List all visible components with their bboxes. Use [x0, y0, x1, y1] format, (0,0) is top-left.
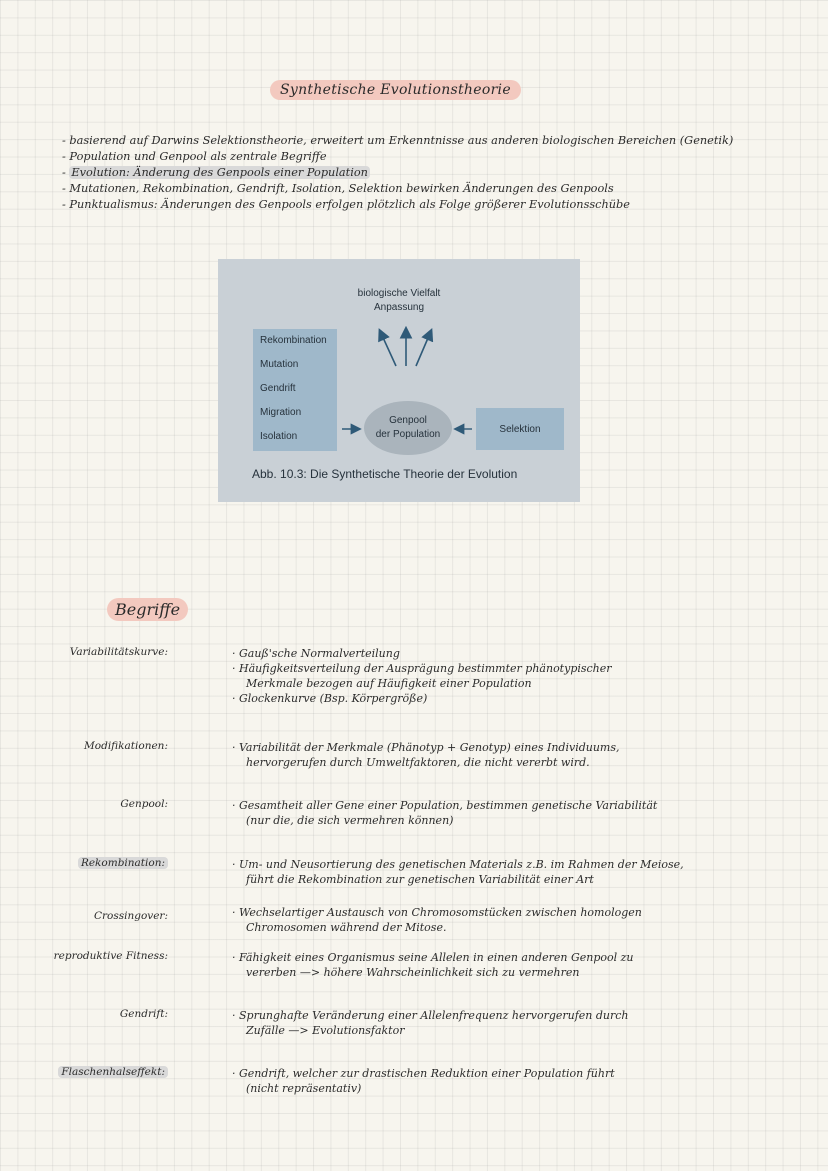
definition-line: hervorgerufen durch Umweltfaktoren, die nicht vererbt wird.: [246, 756, 590, 769]
factor-item: Isolation: [260, 431, 298, 442]
genpool-ellipse: [364, 401, 452, 455]
definition-line: vererben —> höhere Wahrscheinlichkeit sich zu vermehren: [246, 966, 580, 979]
term-definition: [232, 1066, 615, 1096]
factor-item: Migration: [260, 407, 302, 418]
term-label: [58, 1066, 168, 1078]
arrow-up-right: [416, 331, 431, 366]
definition-line: führt die Rekombination zur genetischen Variabilität einer Art: [246, 873, 594, 886]
term-highlight: Rekombination:: [78, 857, 168, 869]
term-definition: [232, 950, 634, 980]
evolution-figure: [218, 259, 580, 502]
definition-line: · Wechselartiger Austausch von Chromosomstücken zwischen homologen: [232, 905, 642, 920]
definition-line: · Glockenkurve (Bsp. Körpergröße): [232, 691, 612, 706]
definition-line: · Fähigkeit eines Organismus seine Allelen in einen anderen Genpool zu: [232, 950, 634, 965]
factor-box: [253, 329, 337, 451]
definition-line: · Gauß'sche Normalverteilung: [232, 646, 612, 661]
term-highlight: Flaschenhalseffekt:: [58, 1066, 168, 1078]
section-heading: Begriffe: [107, 598, 188, 621]
selektion-box: Selektion: [476, 408, 564, 450]
genpool-label: Genpool: [389, 415, 427, 426]
term-label: Genpool:: [120, 798, 168, 810]
intro-item: [62, 165, 782, 181]
term-definition: [232, 857, 684, 887]
figure-label-anpassung: Anpassung: [373, 302, 425, 313]
term-label: [78, 857, 168, 869]
term-definition: [232, 905, 642, 935]
figure-label-vielfalt: biologische Vielfalt: [357, 288, 441, 299]
definition-line: · Variabilität der Merkmale (Phänotyp + Genotyp) eines Individuums,: [232, 740, 620, 755]
term-definition: [232, 740, 620, 770]
term-label: Gendrift:: [119, 1008, 168, 1020]
factor-item: Rekombination: [260, 335, 327, 346]
definition-line: · Gesamtheit aller Gene einer Population, bestimmen genetische Variabilität: [232, 798, 657, 813]
factor-item: Mutation: [260, 359, 299, 370]
term-definition: [232, 1008, 629, 1038]
definition-line: Zufälle —> Evolutionsfaktor: [246, 1024, 405, 1037]
term-label: Variabilitätskurve:: [69, 646, 168, 658]
intro-list: [62, 133, 782, 213]
term-definition: [232, 798, 657, 828]
definition-line: · Um- und Neusortierung des genetischen Materials z.B. im Rahmen der Meiose,: [232, 857, 684, 872]
intro-highlight: Evolution: Änderung des Genpools einer Population: [71, 166, 368, 179]
population-label: der Population: [375, 429, 441, 440]
definition-line: Chromosomen während der Mitose.: [246, 921, 447, 934]
page-title: Synthetische Evolutionstheorie: [270, 80, 521, 100]
definition-line: · Gendrift, welcher zur drastischen Reduktion einer Population führt: [232, 1066, 615, 1081]
term-definition: [232, 646, 612, 706]
definition-line: (nicht repräsentativ): [246, 1082, 362, 1095]
intro-item: - Mutationen, Rekombination, Gendrift, Isolation, Selektion bewirken Änderungen des Genpools: [62, 181, 782, 197]
term-label: Crossingover:: [93, 910, 168, 922]
term-label: reproduktive Fitness:: [53, 950, 168, 962]
definition-line: · Häufigkeitsverteilung der Ausprägung bestimmter phänotypischer: [232, 661, 612, 676]
definition-line: (nur die, die sich vermehren können): [246, 814, 454, 827]
arrow-up-left: [380, 331, 396, 366]
term-label: Modifikationen:: [84, 740, 168, 752]
intro-item: - basierend auf Darwins Selektionstheorie, erweitert um Erkenntnisse aus anderen biologischen Bereichen (Genetik): [62, 133, 782, 149]
definition-line: Merkmale bezogen auf Häufigkeit einer Population: [246, 677, 532, 690]
intro-item: - Punktualismus: Änderungen des Genpools erfolgen plötzlich als Folge größerer Evolutionsschübe: [62, 197, 782, 213]
intro-item: - Population und Genpool als zentrale Begriffe: [62, 149, 782, 165]
factor-item: Gendrift: [260, 383, 296, 394]
figure-caption: Abb. 10.3: Die Synthetische Theorie der Evolution: [252, 467, 518, 481]
definition-line: · Sprunghafte Veränderung einer Allelenfrequenz hervorgerufen durch: [232, 1008, 629, 1023]
